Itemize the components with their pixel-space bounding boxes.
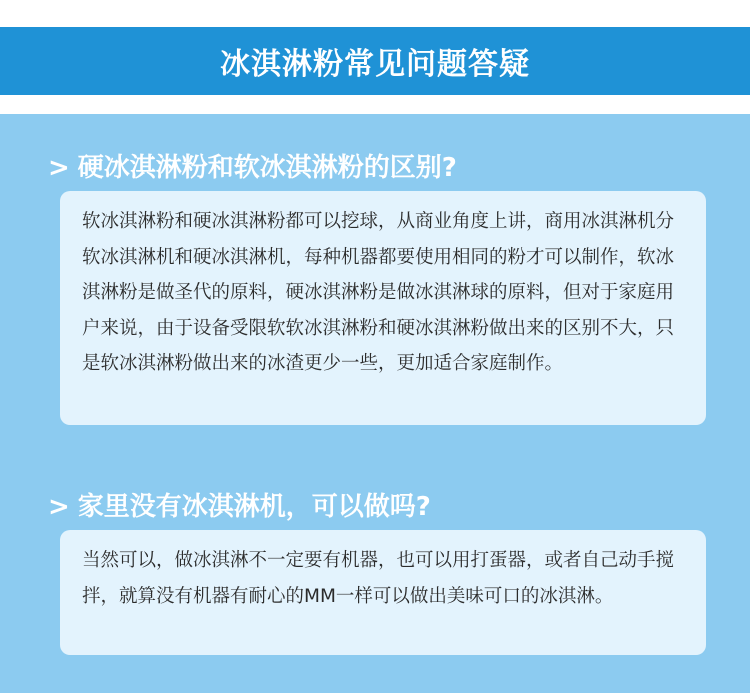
faq-section	[0, 114, 750, 693]
faq-answer-1-box	[60, 191, 706, 425]
faq-question-2	[48, 486, 431, 523]
faq-answer-1-text: 软冰淇淋粉和硬冰淇淋粉都可以挖球，从商业角度上讲，商用冰淇淋机分软冰淇淋机和硬冰淇淋机，每种机器都要使用相同的粉才可以制作，软冰淇淋粉是做圣代的原料，硬冰淇淋粉是做冰淇淋球的原料，但对于家庭用户来说，由于设备受限软软冰淇淋粉和硬冰淇淋粉做出来的区别不大，只是软冰淇淋粉做出来的冰渣更少一些，更加适合家庭制作。	[82, 211, 675, 375]
faq-answer-2-box	[60, 530, 706, 655]
chevron-right-icon: >	[48, 153, 70, 183]
faq-question-2-text: 家里没有冰淇淋机，可以做吗?	[77, 492, 431, 522]
faq-question-1	[48, 147, 457, 184]
chevron-right-icon: >	[48, 492, 70, 522]
faq-question-1-text: 硬冰淇淋粉和软冰淇淋粉的区别?	[77, 153, 457, 183]
page-title: 冰淇淋粉常见问题答疑	[220, 47, 530, 82]
title-banner	[0, 27, 750, 95]
faq-answer-2-text: 当然可以，做冰淇淋不一定要有机器，也可以用打蛋器，或者自己动手搅拌，就算没有机器有耐心的MM一样可以做出美味可口的冰淇淋。	[82, 550, 675, 607]
